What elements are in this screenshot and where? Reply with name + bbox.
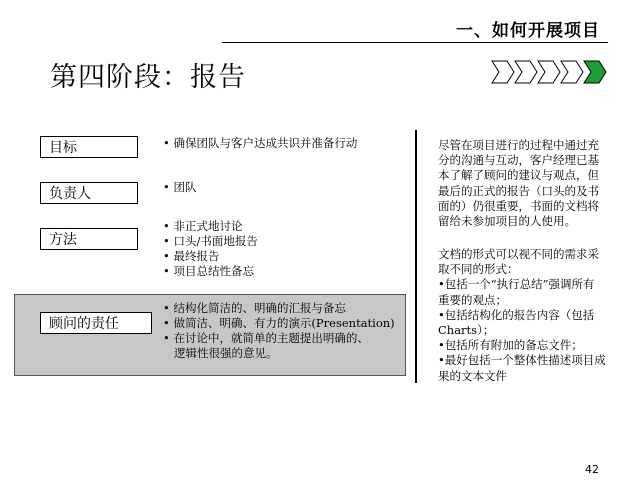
progress-step: [515, 61, 537, 83]
text-line: 尽管在项目进行的过程中通过充: [438, 138, 599, 152]
text-line: 本了解了顾问的建议与观点，但: [438, 168, 599, 183]
list-item: • 非正式地讨论: [163, 219, 243, 233]
label-box-owner: 负责人: [40, 182, 138, 204]
label-box-method: 方法: [40, 228, 138, 250]
list-item: 逻辑性很强的意见。: [163, 346, 278, 360]
text-line: 重要的观点；: [438, 292, 507, 307]
text-line: •包括所有附加的备忘文件；: [438, 338, 583, 353]
text-line: 取不同的形式：: [438, 262, 519, 277]
list-item: • 最终报告: [163, 249, 220, 263]
progress-step: [538, 61, 560, 83]
page-number: 42: [585, 463, 599, 476]
text-line: Charts）；: [438, 323, 495, 338]
progress-chevron-indicator: [490, 58, 610, 86]
progress-step: [561, 61, 583, 83]
progress-step-active: [584, 61, 606, 83]
list-item: • 口头/书面地报告: [163, 234, 258, 248]
goal-items: [163, 136, 357, 151]
text-line: 面的）仍很重要，书面的文档将: [438, 198, 599, 213]
responsibility-items: [163, 301, 395, 361]
text-line: 留给未参加项目的人使用。: [438, 214, 576, 229]
right-paragraph-1: [438, 138, 618, 229]
text-line: •最好包括一个整体性描述项目成: [438, 353, 606, 368]
text-line: 最后的正式的报告（口头的及书: [438, 183, 599, 198]
vertical-divider: [415, 130, 417, 383]
text-line: 文档的形式可以视不同的需求采: [438, 247, 599, 261]
label-box-consultant-responsibility: 顾问的责任: [40, 312, 152, 334]
text-line: 分的沟通与互动，客户经理已基: [438, 153, 599, 168]
list-item: • 确保团队与客户达成共识并准备行动: [163, 136, 358, 150]
header-divider: [222, 42, 608, 43]
list-item: • 团队: [163, 180, 197, 194]
text-line: •包括一个“执行总结”强调所有: [438, 277, 595, 292]
list-item: • 结构化简洁的、明确的汇报与备忘: [163, 301, 346, 315]
progress-step: [492, 61, 514, 83]
label-box-goal: 目标: [40, 136, 138, 158]
text-line: 果的文本文件: [438, 368, 507, 383]
section-title: 一、如何开展项目: [456, 21, 600, 41]
list-item: • 做简洁、明确、有力的演示(Presentation): [163, 316, 395, 330]
page-title: 第四阶段：报告: [50, 62, 246, 93]
list-item: • 在讨论中，就简单的主题提出明确的、: [163, 331, 369, 345]
text-line: •包括结构化的报告内容（包括: [438, 307, 595, 322]
owner-items: [163, 180, 196, 195]
method-items: [163, 219, 258, 279]
list-item: • 项目总结性备忘: [163, 264, 254, 278]
right-paragraph-2: [438, 247, 618, 384]
